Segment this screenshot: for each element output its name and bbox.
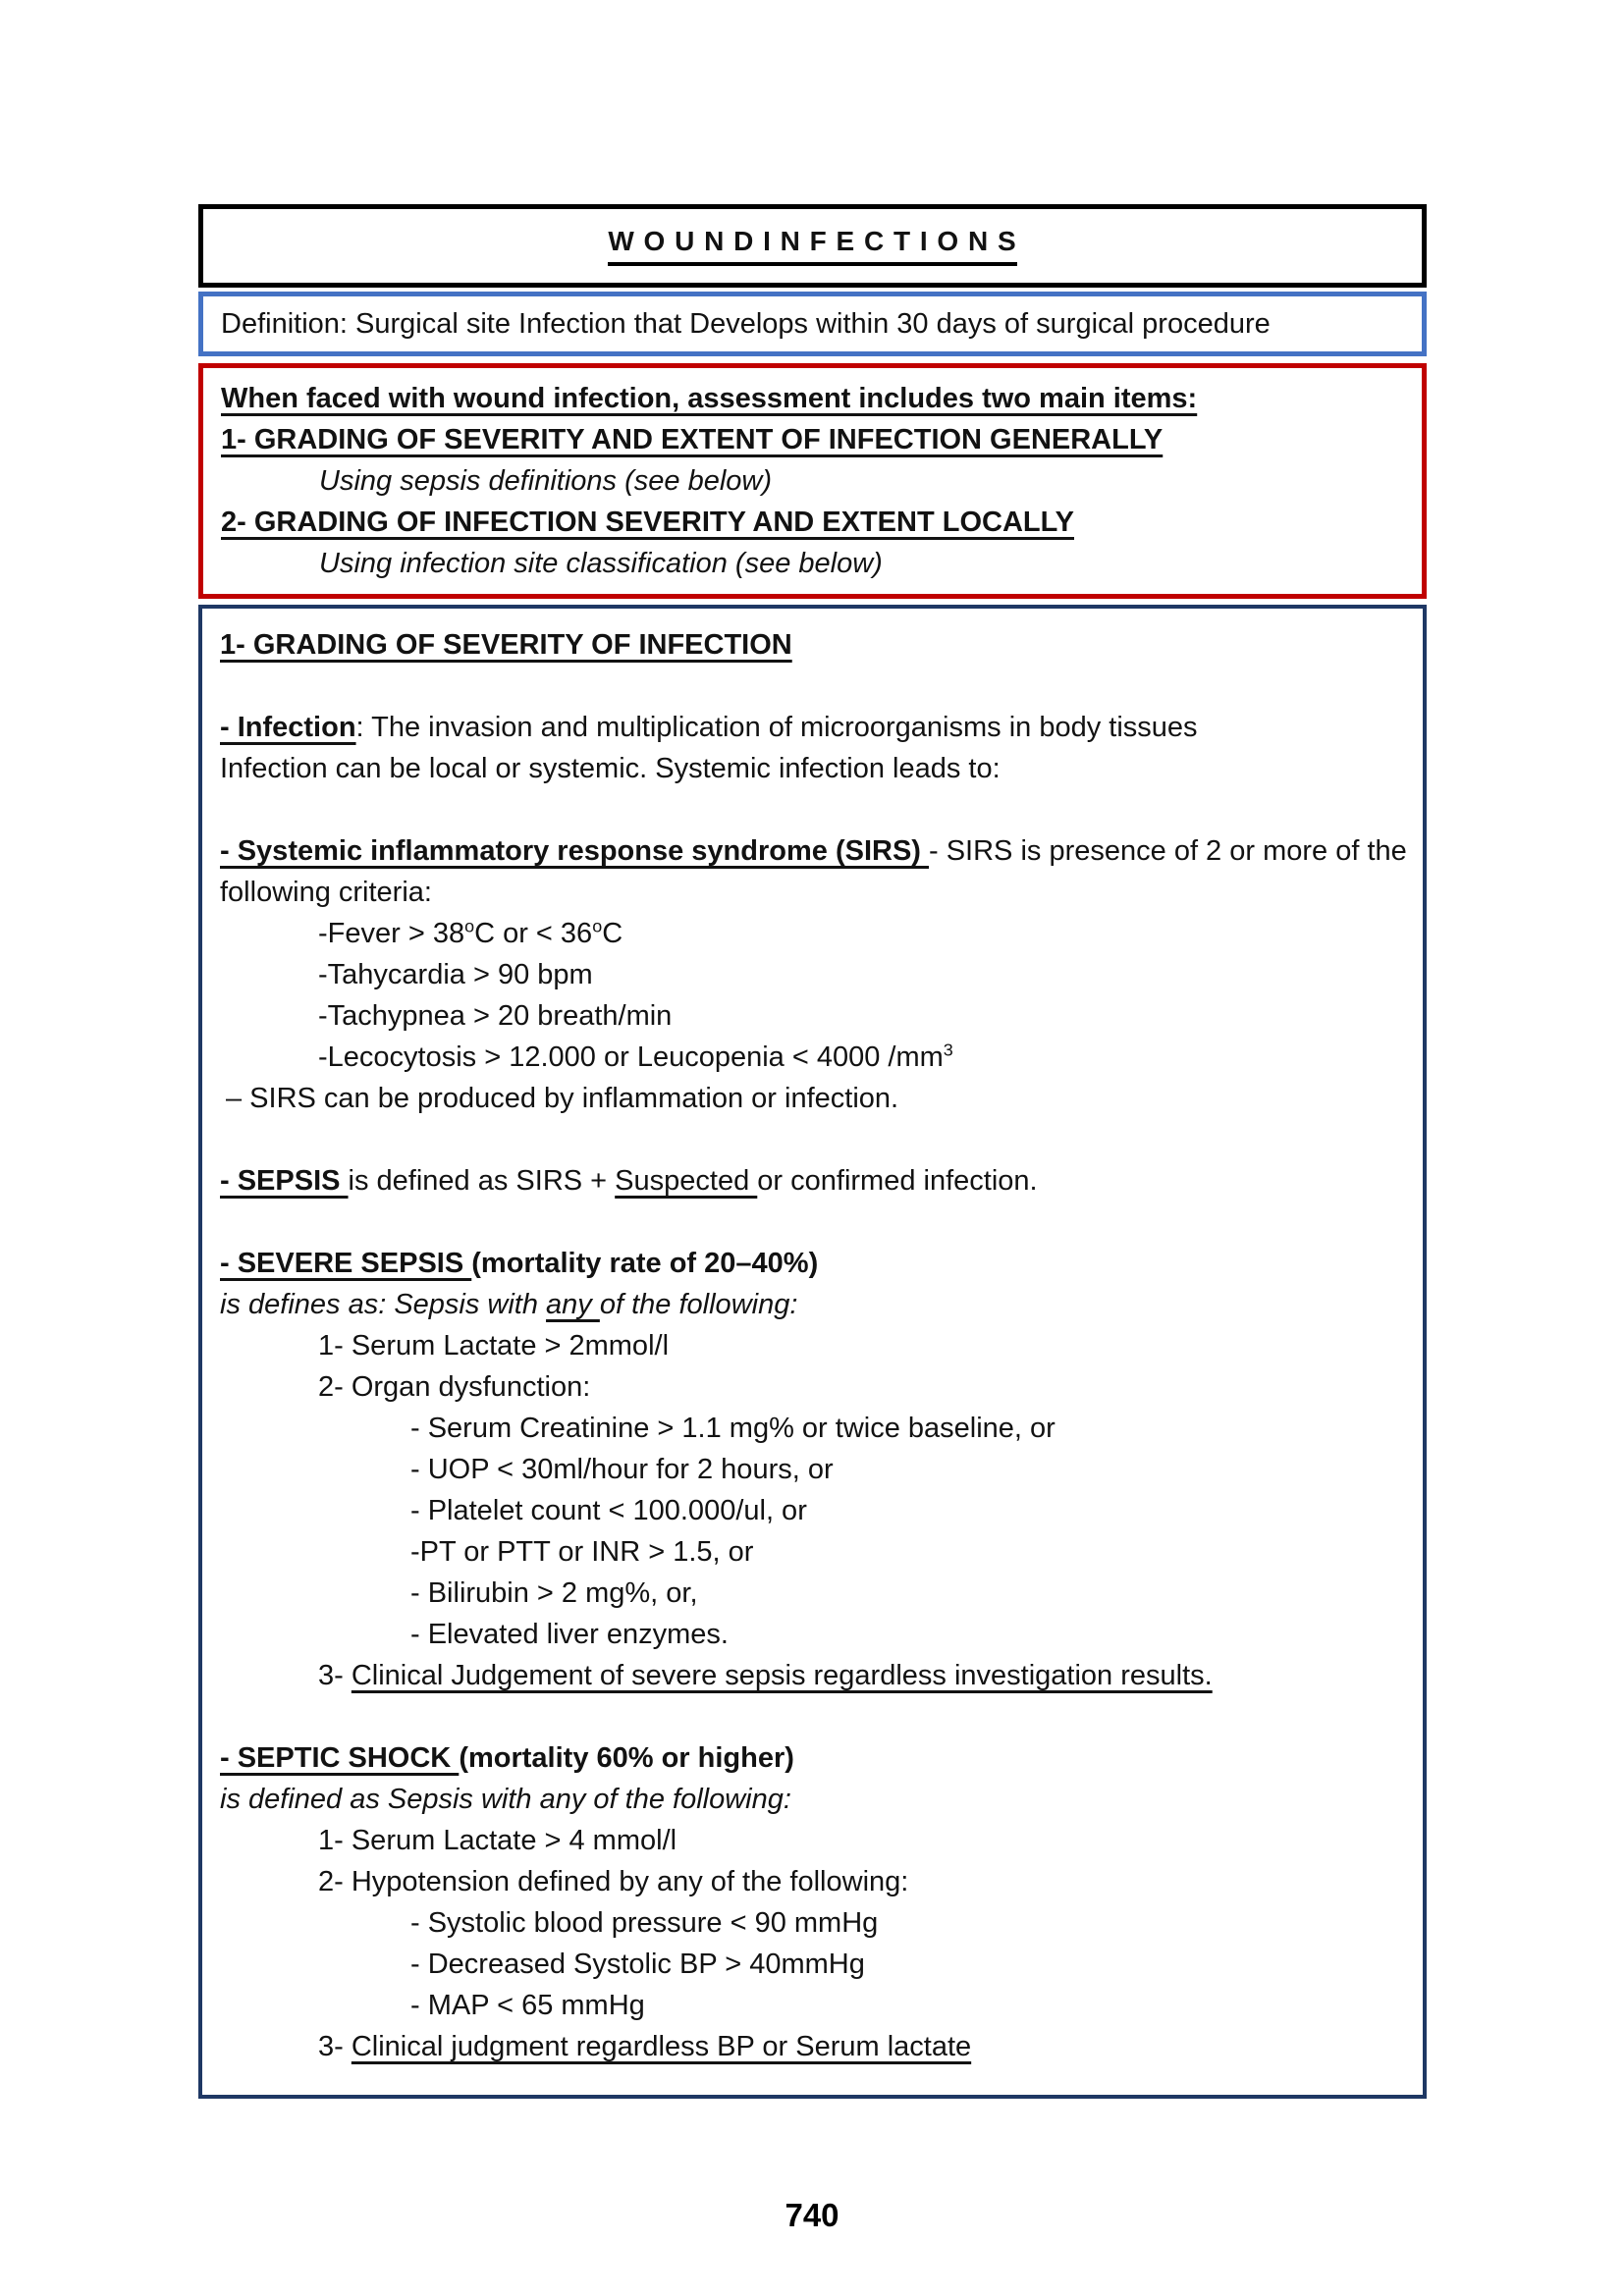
spacer [220, 1696, 1405, 1737]
sirs-definition: - Systemic inflammatory response syndrome (SIRS) - SIRS is presence of 2 or more of the [220, 835, 1407, 867]
sirs-criterion-tachypnea: -Tachypnea > 20 breath/min [318, 1000, 673, 1032]
page-number: 740 [785, 2197, 839, 2233]
septic-shock-item-3: 3- Clinical judgment regardless BP or Serum lactate [318, 2031, 972, 2062]
organ-dysfunction-bilirubin: - Bilirubin > 2 mg%, or, [410, 1577, 698, 1609]
assessment-item-1-note: Using sepsis definitions (see below) [319, 465, 772, 497]
spacer [220, 789, 1405, 830]
sirs-criterion-leucocytosis: -Lecocytosis > 12.000 or Leucopenia < 4000 $/mm^3$ [318, 1040, 953, 1073]
severe-sepsis-intro: is defines as: Sepsis with any of the following: [220, 1289, 798, 1320]
infection-definition-2: Infection can be local or systemic. Systemic infection leads to: [220, 753, 1001, 784]
severe-sepsis-item-2: 2- Organ dysfunction: [318, 1371, 591, 1403]
organ-dysfunction-creatinine: - Serum Creatinine > 1.1 mg% or twice baseline, or [410, 1413, 1056, 1444]
spacer [220, 1201, 1405, 1243]
sepsis-definition: - SEPSIS is defined as SIRS + Suspected or confirmed infection. [220, 1165, 1038, 1197]
organ-dysfunction-pt-inr: -PT or PTT or INR > 1.5, or [410, 1536, 754, 1568]
hypotension-systolic: - Systolic blood pressure < 90 mmHg [410, 1907, 879, 1939]
definition-text: Definition: Surgical site Infection that Develops within 30 days of surgical procedure [221, 307, 1271, 340]
sirs-note: – SIRS can be produced by inflammation or infection. [226, 1083, 899, 1114]
infection-definition: - Infection: The invasion and multiplication of microorganisms in body tissues [220, 712, 1198, 743]
spacer [220, 666, 1405, 707]
assessment-item-2-note: Using infection site classification (see below) [319, 548, 883, 579]
page-content [198, 204, 1427, 2099]
assessment-box [198, 363, 1427, 599]
septic-shock-item-1: 1- Serum Lactate > 4 mmol/l [318, 1825, 677, 1856]
grading-heading: 1- GRADING OF SEVERITY OF INFECTION [220, 629, 792, 661]
septic-shock-intro: is defined as Sepsis with any of the following: [220, 1784, 791, 1815]
septic-shock-item-2: 2- Hypotension defined by any of the following: [318, 1866, 909, 1897]
assessment-item-2: 2- GRADING OF INFECTION SEVERITY AND EXTENT LOCALLY [221, 507, 1074, 538]
assessment-heading: When faced with wound infection, assessment includes two main items: [221, 383, 1198, 414]
sirs-criterion-tachycardia: -Tahycardia > 90 bpm [318, 959, 593, 990]
organ-dysfunction-uop: - UOP < 30ml/hour for 2 hours, or [410, 1454, 834, 1485]
grading-box [198, 605, 1427, 2099]
definition-box [198, 292, 1427, 356]
spacer [220, 1119, 1405, 1160]
severe-sepsis-item-3: 3- Clinical Judgement of severe sepsis regardless investigation results. [318, 1660, 1213, 1691]
septic-shock-heading: - SEPTIC SHOCK (mortality 60% or higher) [220, 1742, 794, 1774]
title-box [198, 204, 1427, 288]
sirs-criterion-fever: -Fever > $38^oC$ or < $36^oC$ [318, 916, 623, 949]
page-title: W O U N D I N F E C T I O N S [608, 226, 1016, 266]
organ-dysfunction-liver-enzymes: - Elevated liver enzymes. [410, 1619, 729, 1650]
assessment-item-1: 1- GRADING OF SEVERITY AND EXTENT OF INFECTION GENERALLY [221, 424, 1164, 455]
hypotension-decreased-systolic: - Decreased Systolic BP > 40mmHg [410, 1949, 865, 1980]
severe-sepsis-item-1: 1- Serum Lactate > 2mmol/l [318, 1330, 670, 1362]
organ-dysfunction-platelet: - Platelet count < 100.000/ul, or [410, 1495, 807, 1526]
severe-sepsis-heading: - SEVERE SEPSIS (mortality rate of 20–40%) [220, 1248, 819, 1279]
sirs-definition-2: following criteria: [220, 877, 432, 908]
hypotension-map: - MAP < 65 mmHg [410, 1990, 645, 2021]
